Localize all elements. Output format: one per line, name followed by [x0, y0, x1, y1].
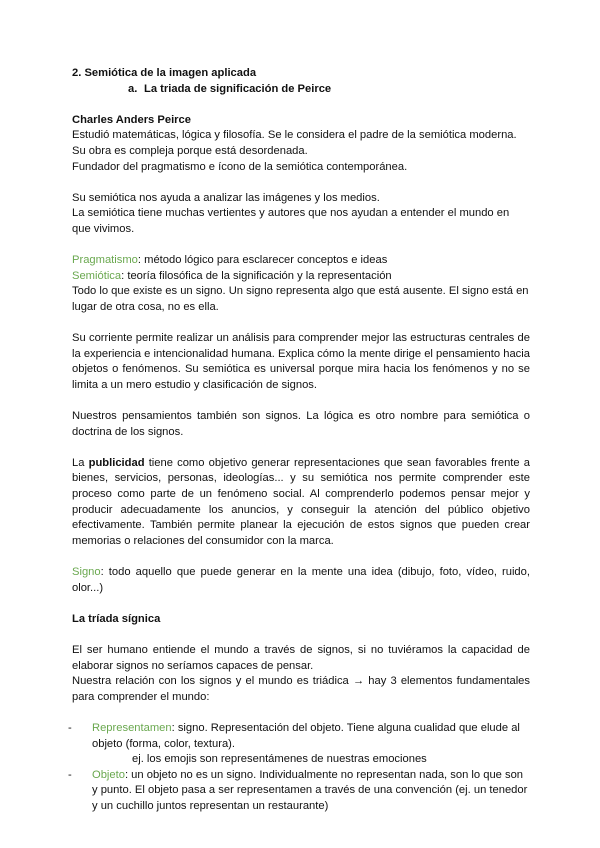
publicidad-paragraph [72, 456, 530, 550]
peirce-line: Estudió matemáticas, lógica y filosofía. Se le considera el padre de la semiótica moderna. [72, 129, 517, 142]
term-representamen: Representamen [92, 721, 172, 734]
list-bullet: - [68, 721, 72, 734]
subsection-title: La triada de significación de Peirce [144, 82, 332, 95]
definition-pragmatismo [72, 253, 530, 269]
pensamientos-paragraph: Nuestros pensamientos también son signos. La lógica es otro nombre para semiótica o doctrina de los signos. [72, 410, 530, 438]
list-item-objeto [68, 768, 530, 815]
signo-statement: Todo lo que existe es un signo. Un signo representa algo que está ausente. El signo está en lugar de otra cosa, no es ella. [72, 285, 529, 313]
def-semiotica: : teoría filosófica de la significación y la representación [121, 269, 392, 282]
peirce-line: Su obra es compleja porque está desordenada. [72, 144, 308, 157]
subsection-label: a. [128, 82, 138, 95]
example-representamen: ej. los emojis son representámenes de nuestras emociones [132, 753, 427, 766]
document-page [68, 66, 530, 815]
corriente-paragraph: Su corriente permite realizar un análisis para comprender mejor las estructuras centrales de la experiencia e intencionalidad humana. Explica cómo la mente dirige el pensamiento hacia objetos o fenómenos. Su semiótica es universal porque mira hacia los fenómenos y no se limita a un mero estudio y clasificación de signos. [72, 332, 530, 391]
def-signo: : todo aquello que puede generar en la mente una idea (dibujo, foto, vídeo, ruido, olor...) [72, 566, 530, 594]
subsection-heading [72, 82, 530, 98]
intro-paragraph: Su semiótica nos ayuda a analizar las imágenes y los medios. [72, 191, 380, 204]
triada-paragraph: El ser humano entiende el mundo a través de signos, si no tuviéramos la capacidad de elaborar signos no seríamos capaces de pensar. [72, 643, 530, 672]
list-bullet: - [68, 768, 72, 781]
section-title: 2. Semiótica de la imagen aplicada [72, 67, 257, 79]
list-item-representamen [68, 721, 530, 768]
publicidad-body: tiene como objetivo generar representaciones que sean favorables frente a bienes, servicios, personas, ideologías... y su semiótica nos permite comprender este proceso como parte de un fenómeno social. Al comprenderlo podemos pensar mejor y producir adecuadamente los anuncios, y conseguir la atención del público objetivo efectivamente. También permite planear la ejecución de estos signos que pueden crear memorias o relaciones del consumidor con la marca. [72, 456, 530, 547]
triada-heading: La tríada sígnica [72, 612, 161, 625]
term-semiotica: Semiótica [72, 269, 122, 282]
term-signo: Signo [72, 566, 101, 578]
peirce-line: Fundador del pragmatismo e ícono de la semiótica contemporánea. [72, 160, 408, 173]
term-pragmatismo: Pragmatismo [72, 254, 138, 267]
term-publicidad: publicidad [88, 456, 145, 469]
def-objeto: : un objeto no es un signo. Individualmente no representan nada, son lo que son y punto. El objeto pasa a ser representamen a través de una convención (ej. un tenedor y un cuchillo juntos representan un restaurante) [92, 768, 528, 812]
def-pragmatismo: : método lógico para esclarecer conceptos e ideas [137, 254, 388, 267]
signo-definition [72, 565, 530, 596]
intro-paragraph: La semiótica tiene muchas vertientes y autores que nos ayudan a entender el mundo en que vivimos. [72, 207, 510, 235]
author-name: Charles Anders Peirce [72, 113, 191, 126]
triada-paragraph: Nuestra relación con los signos y el mundo es triádica → hay 3 elementos fundamentales para comprender el mundo: [72, 675, 530, 703]
definition-semiotica [72, 269, 530, 285]
def-representamen: : signo. Representación del objeto. Tiene alguna cualidad que elude al objeto (forma, color, textura). [92, 721, 520, 750]
term-objeto: Objeto [92, 768, 125, 781]
publicidad-pre: La [72, 456, 89, 469]
